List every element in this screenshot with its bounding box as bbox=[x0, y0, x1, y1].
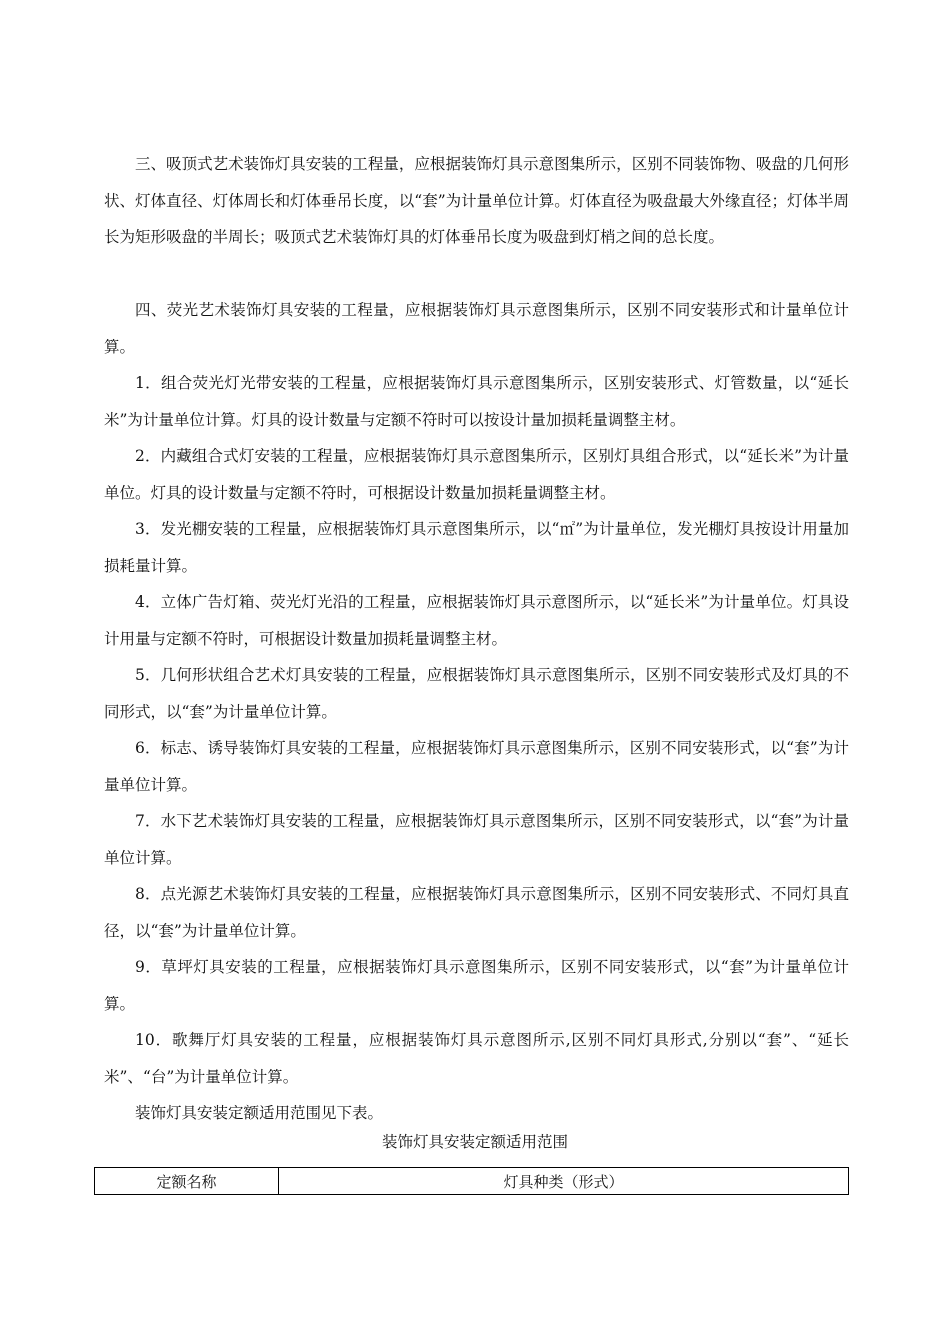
paragraph-item-9: 9．草坪灯具安装的工程量，应根据装饰灯具示意图集所示，区别不同安装形式，以“套”为计量单位计算。 bbox=[104, 958, 849, 1013]
header-lamp-type: 灯具种类（形式） bbox=[279, 1168, 849, 1195]
paragraph-item-1: 1．组合荧光灯光带安装的工程量，应根据装饰灯具示意图集所示，区别安装形式、灯管数量，以“延长米”为计量单位计算。灯具的设计数量与定额不符时可以按设计量加损耗量调整主材。 bbox=[104, 374, 849, 429]
paragraph-table-intro: 装饰灯具安装定额适用范围见下表。 bbox=[135, 1104, 384, 1122]
paragraph-item-10: 10．歌舞厅灯具安装的工程量，应根据装饰灯具示意图所示,区别不同灯具形式,分别以“套”、“延长米”、“台”为计量单位计算。 bbox=[104, 1031, 849, 1086]
quota-scope-table bbox=[94, 1167, 849, 1195]
paragraph-item-5: 5．几何形状组合艺术灯具安装的工程量，应根据装饰灯具示意图集所示，区别不同安装形式及灯具的不同形式，以“套”为计量单位计算。 bbox=[104, 666, 849, 721]
paragraph-item-3: 3．发光棚安装的工程量，应根据装饰灯具示意图集所示，以“㎡”为计量单位，发光棚灯具按设计用量加损耗量计算。 bbox=[104, 520, 849, 575]
paragraph-item-7: 7．水下艺术装饰灯具安装的工程量，应根据装饰灯具示意图集所示，区别不同安装形式，以“套”为计量单位计算。 bbox=[104, 812, 849, 867]
paragraph-fluorescent-lamps: 四、荧光艺术装饰灯具安装的工程量，应根据装饰灯具示意图集所示，区别不同安装形式和计量单位计算。 bbox=[104, 301, 849, 356]
header-quota-name: 定额名称 bbox=[95, 1168, 279, 1195]
table-caption: 装饰灯具安装定额适用范围 bbox=[381, 1133, 568, 1151]
paragraph-item-4: 4．立体广告灯箱、荧光灯光沿的工程量，应根据装饰灯具示意图所示，以“延长米”为计量单位。灯具设计用量与定额不符时，可根据设计数量加损耗量调整主材。 bbox=[104, 593, 849, 648]
paragraph-item-2: 2．内藏组合式灯安装的工程量，应根据装饰灯具示意图集所示，区别灯具组合形式，以“延长米”为计量单位。灯具的设计数量与定额不符时，可根据设计数量加损耗量调整主材。 bbox=[104, 447, 849, 502]
paragraph-item-6: 6．标志、诱导装饰灯具安装的工程量，应根据装饰灯具示意图集所示，区别不同安装形式，以“套”为计量单位计算。 bbox=[104, 739, 849, 794]
paragraph-ceiling-lamps: 三、吸顶式艺术装饰灯具安装的工程量，应根据装饰灯具示意图集所示，区别不同装饰物、吸盘的几何形状、灯体直径、灯体周长和灯体垂吊长度，以“套”为计量单位计算。灯体直径为吸盘最大外缘直径；灯体半周长为矩形吸盘的半周长；吸顶式艺术装饰灯具的灯体垂吊长度为吸盘到灯梢之间的总长度。 bbox=[104, 155, 849, 246]
table-header-row bbox=[95, 1168, 849, 1195]
paragraph-item-8: 8．点光源艺术装饰灯具安装的工程量，应根据装饰灯具示意图集所示，区别不同安装形式、不同灯具直径，以“套”为计量单位计算。 bbox=[104, 885, 849, 940]
